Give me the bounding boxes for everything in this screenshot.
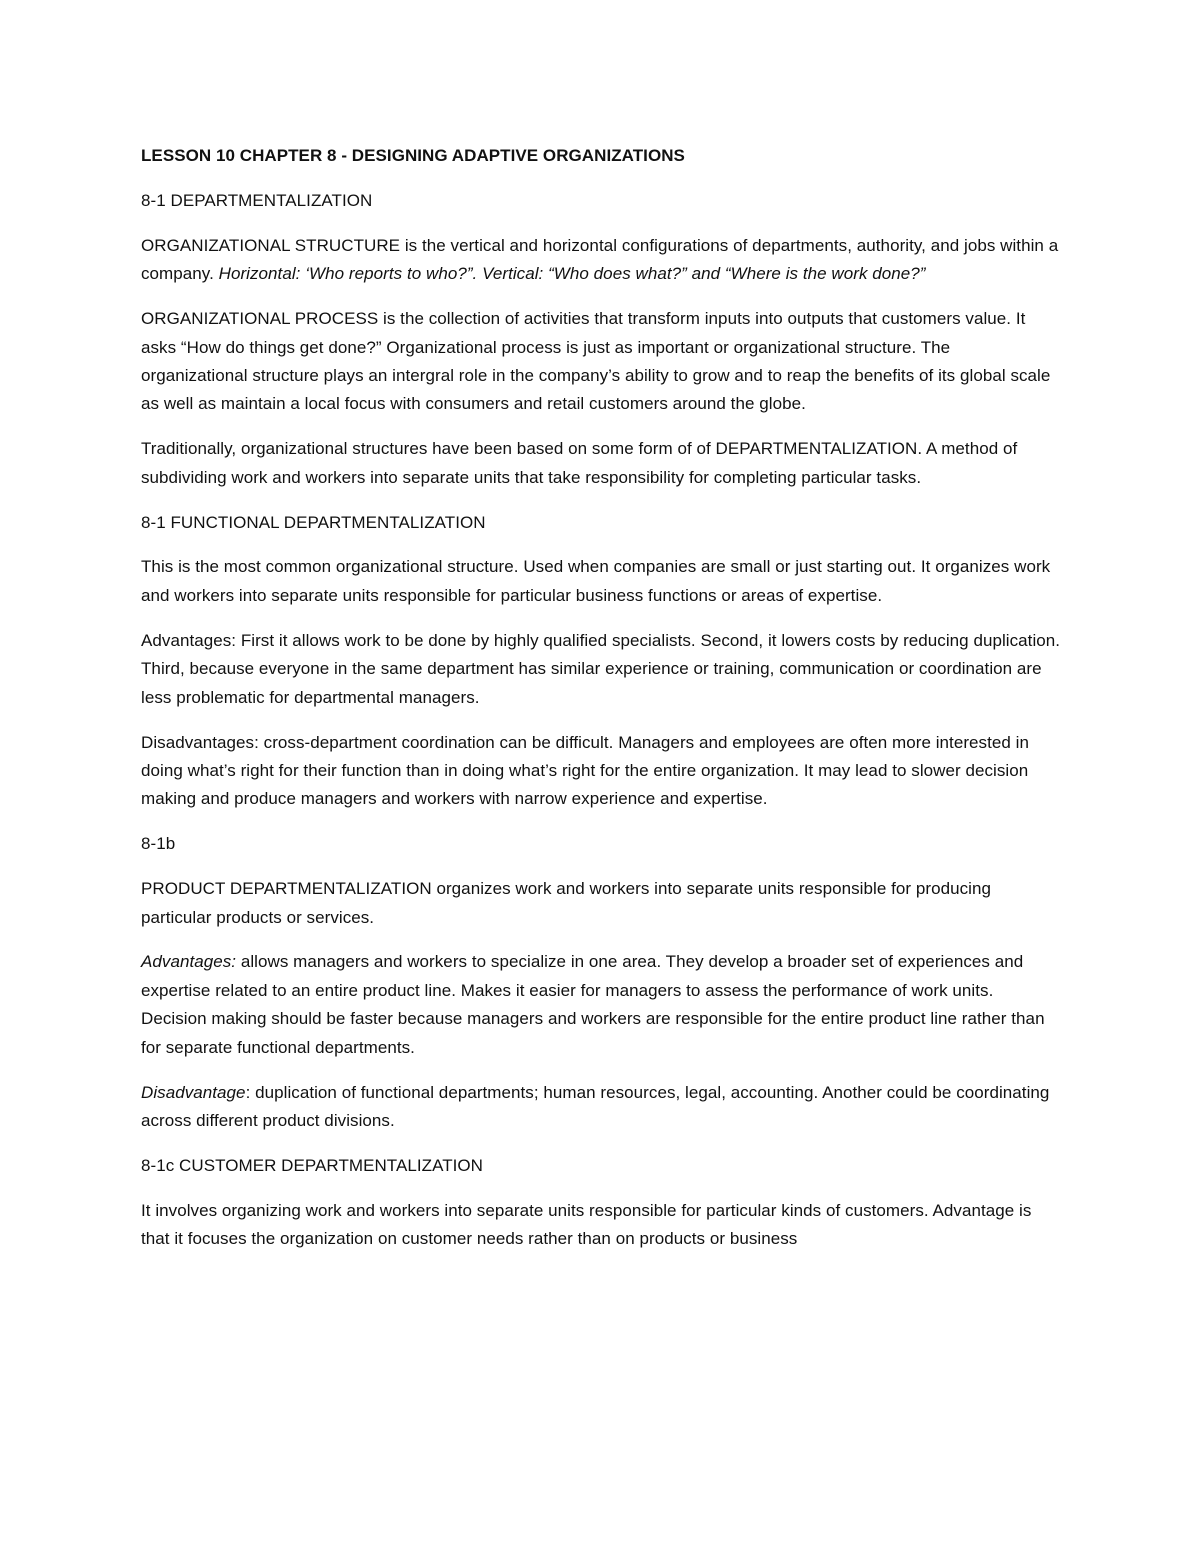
paragraph-functional-advantages: Advantages: First it allows work to be done by highly qualified specialists. Second, it lowers costs by reducing duplication. Third, because everyone in the same department has similar experience or training, communication or coordination are less problematic for departmental managers. bbox=[141, 630, 1061, 707]
paragraph-customer-intro: It involves organizing work and workers into separate units responsible for particular kinds of customers. Advantage is that it focuses the organization on customer needs rather than on products or business bbox=[141, 1200, 1032, 1249]
section-heading: 8-1 FUNCTIONAL DEPARTMENTALIZATION bbox=[141, 512, 486, 532]
italic-text: Horizontal: ‘Who reports to who?”. Vertical: “Who does what?” and “Where is the work done?” bbox=[218, 264, 926, 284]
paragraph-functional-disadvantages: Disadvantages: cross-department coordination can be difficult. Managers and employees are often more interested in doing what’s right for their function than in doing what’s right for the entire organization. It may lead to slower decision making and produce managers and workers with narrow experience and expertise. bbox=[141, 732, 1029, 809]
paragraph-product-advantages bbox=[141, 948, 1061, 1062]
section-heading: 8-1c CUSTOMER DEPARTMENTALIZATION bbox=[141, 1155, 484, 1175]
paragraph-text: is the vertical and horizontal configurations of departments, authority, and jobs within a company. bbox=[141, 235, 1059, 284]
section-heading: 8-1b bbox=[141, 834, 176, 854]
italic-lead: Disadvantage bbox=[141, 1082, 246, 1102]
term: ORGANIZATIONAL STRUCTURE bbox=[141, 235, 401, 255]
paragraph-product-disadvantage bbox=[141, 1079, 1061, 1136]
paragraph-organizational-process bbox=[141, 305, 1061, 419]
paragraph-product-intro: PRODUCT DEPARTMENTALIZATION organizes work and workers into separate units responsible for producing particular products or services. bbox=[141, 879, 991, 927]
paragraph-text: is the collection of activities that transform inputs into outputs that customers value. It asks “How do things get done?” Organizational process is just as important or organizational structure. The organizational structure plays an intergral role in the company’s ability to grow and to reap the benefits of its global scale as well as maintain a local focus with consumers and retail customers around the globe. bbox=[141, 309, 1051, 414]
paragraph-organizational-structure bbox=[141, 232, 1061, 289]
section-heading: 8-1 DEPARTMENTALIZATION bbox=[141, 190, 373, 210]
term: ORGANIZATIONAL PROCESS bbox=[141, 309, 379, 329]
paragraph-departmentalization: Traditionally, organizational structures have been based on some form of of DEPARTMENTALIZATION. A method of subdividing work and workers into separate units that take responsibility for completing particular tasks. bbox=[141, 439, 1018, 487]
document-body bbox=[141, 142, 1061, 1270]
paragraph-text: allows managers and workers to specialize in one area. They develop a broader set of experiences and expertise related to an entire product line. Makes it easier for managers to assess the performance of work units. Decision making should be faster because managers and workers are responsible for the entire product line rather than for separate functional departments. bbox=[141, 952, 1045, 1057]
paragraph-functional-intro: This is the most common organizational structure. Used when companies are small or just starting out. It organizes work and workers into separate units responsible for particular business functions or areas of expertise. bbox=[141, 557, 1051, 605]
document-title: LESSON 10 CHAPTER 8 - DESIGNING ADAPTIVE ORGANIZATIONS bbox=[141, 146, 685, 165]
paragraph-text: : duplication of functional departments; human resources, legal, accounting. Another could be coordinating across different product divisions. bbox=[141, 1082, 1050, 1130]
italic-lead: Advantages: bbox=[141, 952, 237, 972]
